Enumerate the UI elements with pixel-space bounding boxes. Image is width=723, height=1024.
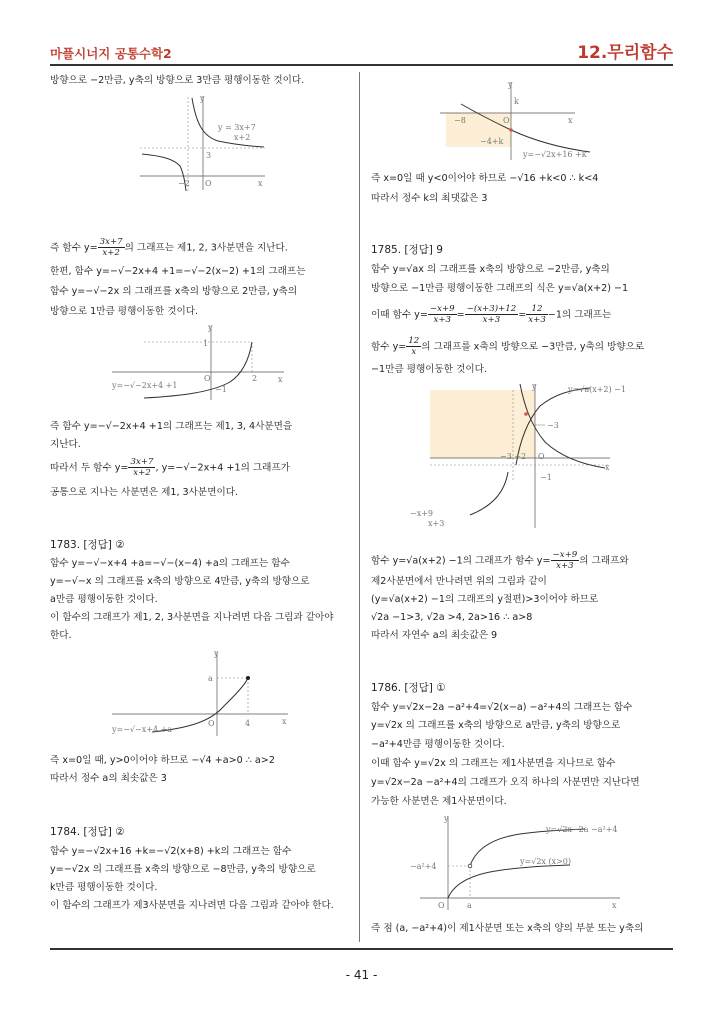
graph-3 (112, 648, 292, 738)
text-line: a만큼 평행이동한 것이다. (50, 594, 158, 605)
graph-2 (112, 322, 292, 402)
problem-heading: 1785. [정답] 9 (371, 244, 443, 256)
chapter-title: 12.무리함수 (577, 43, 673, 63)
text-line: 공통으로 지나는 사분면은 제1, 3사분면이다. (50, 487, 239, 498)
svg-text:2: 2 (252, 374, 258, 383)
svg-text:y: y (508, 80, 513, 89)
text-line: y=√2x 의 그래프를 x축의 방향으로 a만큼, y축의 방향으로 (371, 720, 621, 731)
svg-text:y=−√−2x+4 +1: y=−√−2x+4 +1 (112, 381, 178, 390)
svg-text:y: y (444, 814, 449, 823)
problem-heading: 1786. [정답] ① (371, 682, 446, 694)
svg-text:x: x (568, 116, 573, 125)
text-line: (y=√a(x+2) −1의 그래프의 y절편)>3이어야 하므로 (371, 594, 599, 605)
svg-text:O: O (208, 719, 215, 728)
tick-m2: −2 (178, 179, 190, 188)
svg-text:x: x (605, 463, 610, 472)
text-line: 지난다. (50, 439, 81, 450)
graph-5 (400, 380, 640, 530)
svg-text:y: y (208, 323, 213, 332)
svg-text:y=−√2x+16 +k: y=−√2x+16 +k (523, 150, 587, 159)
text-line: 함수 y=√2x−2a −a²+4=√2(x−a) −a²+4의 그래프는 함수 (371, 702, 633, 713)
svg-text:−x+9: −x+9 (410, 509, 434, 518)
text-line: y=√2x−2a −a²+4의 그래프가 오직 하나의 사분면만 지난다면 (371, 777, 640, 788)
svg-text:y=−√−x+4 +a: y=−√−x+4 +a (112, 725, 173, 734)
svg-text:x+3: x+3 (428, 519, 445, 528)
text-line: 따라서 자연수 a의 최솟값은 9 (371, 630, 498, 641)
svg-text:k: k (514, 97, 519, 106)
svg-text:O: O (204, 374, 211, 383)
header-rule (50, 64, 673, 66)
svg-text:y=√a(x+2) −1: y=√a(x+2) −1 (568, 385, 626, 394)
text-line: −1만큼 평행이동한 것이다. (371, 364, 487, 375)
tick-3: 3 (206, 151, 212, 160)
text-line: 즉 함수 y=−√−2x+4 +1의 그래프는 제1, 3, 4사분면을 (50, 421, 293, 432)
text-line: 가능한 사분면은 제1사분면이다. (371, 796, 507, 807)
problem-heading: 1784. [정답] ② (50, 826, 125, 838)
text-line: 따라서 정수 a의 최솟값은 3 (50, 773, 167, 784)
text-line: k만큼 평행이동한 것이다. (50, 882, 158, 893)
text-line: 방향으로 1만큼 평행이동한 것이다. (50, 306, 199, 317)
svg-text:−3: −3 (547, 421, 559, 430)
page-number: - 41 - (345, 968, 378, 982)
svg-text:−1: −1 (540, 473, 552, 482)
text-line: 즉 x=0일 때, y>0이어야 하므로 −√4 +a>0 ∴ a>2 (50, 755, 275, 766)
text-line: 즉 함수 y= $\frac{3x+7}{x+2}$ 의 그래프는 제1, 2, 3사분면을 지난다. (50, 237, 288, 258)
axis-x-label: x (258, 179, 263, 188)
svg-text:−8: −8 (454, 116, 466, 125)
text-line: 즉 x=0일 때 y<0이어야 하므로 −√16 +k<0 ∴ k<4 (371, 173, 599, 184)
text-line: 방향으로 −2만큼, y축의 방향으로 3만큼 평행이동한 것이다. (50, 75, 305, 86)
text-line: 한편, 함수 y=−√−2x+4 +1=−√−2(x−2) +1의 그래프는 (50, 266, 306, 277)
origin-label: O (205, 179, 212, 188)
text-line: 함수 y=−√2x+16 +k=−√2(x+8) +k의 그래프는 함수 (50, 846, 292, 857)
svg-text:−4+k: −4+k (480, 137, 504, 146)
text-line: 함수 y=√ax 의 그래프를 x축의 방향으로 −2만큼, y축의 (371, 264, 610, 275)
fraction: $\frac{3x+7}{x+2}$ (99, 237, 123, 258)
graph-4 (440, 78, 600, 163)
graph-1 (140, 92, 270, 192)
book-title: 마플시너지 공통수학2 (50, 46, 172, 61)
text-line: 이때 함수 y= $\frac{-x+9}{x+3}$ = $\frac{-(x+3)+12}{x+3}$ = $\frac{12}{x+3}$ −1의 그래프는 (371, 304, 612, 325)
svg-text:y: y (532, 382, 537, 391)
curve-eq-bot: x+2 (234, 133, 251, 142)
svg-text:x: x (612, 901, 617, 910)
curve-eq-top: y = 3x+7 (218, 123, 256, 132)
svg-text:−3 −2: −3 −2 (500, 452, 527, 461)
svg-text:O: O (503, 116, 510, 125)
text-line: 제2사분면에서 만나려면 위의 그림과 같이 (371, 576, 547, 587)
text-line: −a²+4만큼 평행이동한 것이다. (371, 739, 505, 750)
svg-text:O: O (438, 901, 445, 910)
svg-text:O: O (538, 452, 545, 461)
text-line: 이 함수의 그래프가 제1, 2, 3사분면을 지나려면 다음 그림과 같아야 (50, 612, 334, 623)
axis-y-label: y (200, 94, 205, 103)
text-line: 함수 y= $\frac{12}{x}$ 의 그래프를 x축의 방향으로 −3만큼, y축의 방향으로 (371, 336, 645, 357)
footer-rule (50, 948, 673, 950)
text-line: y=−√2x 의 그래프를 x축의 방향으로 −8만큼, y축의 방향으로 (50, 864, 316, 875)
problem-heading: 1783. [정답] ② (50, 539, 125, 551)
text-line: 함수 y=−√−x+4 +a=−√−(x−4) +a의 그래프는 함수 (50, 558, 290, 569)
text-line: 즉 점 (a, −a²+4)이 제1사분면 또는 x축의 양의 부분 또는 y축의 (371, 923, 644, 934)
svg-text:−a²+4: −a²+4 (410, 862, 437, 871)
svg-text:−1: −1 (215, 385, 227, 394)
svg-text:y=√2x (x>0): y=√2x (x>0) (520, 857, 572, 866)
svg-text:x: x (278, 375, 283, 384)
text-line: 이 함수의 그래프가 제3사분면을 지나려면 다음 그림과 같아야 한다. (50, 900, 334, 911)
svg-text:a: a (467, 901, 472, 910)
column-divider (359, 72, 360, 942)
text-line: 함수 y=√a(x+2) −1의 그래프가 함수 y= $\frac{-x+9}{x+3}$ 의 그래프와 (371, 550, 629, 571)
svg-text:a: a (208, 674, 213, 683)
svg-text:1: 1 (203, 339, 209, 348)
text-line: 따라서 두 함수 y= $\frac{3x+7}{x+2}$ , y=−√−2x+4 +1의 그래프가 (50, 457, 290, 478)
text-line: 한다. (50, 630, 72, 641)
text-line: 함수 y=−√−2x 의 그래프를 x축의 방향으로 2만큼, y축의 (50, 286, 298, 297)
text-line: 따라서 정수 k의 최댓값은 3 (371, 193, 488, 204)
text-line: √2a −1>3, √2a >4, 2a>16 ∴ a>8 (371, 612, 533, 623)
svg-text:y: y (214, 649, 219, 658)
svg-text:4: 4 (245, 719, 251, 728)
fraction: $\frac{3x+7}{x+2}$ (130, 457, 154, 478)
svg-text:y=√2x−2a −a²+4: y=√2x−2a −a²+4 (546, 825, 618, 834)
graph-6 (410, 812, 670, 912)
text-line: 이때 함수 y=√2x 의 그래프는 제1사분면을 지나므로 함수 (371, 758, 616, 769)
svg-text:x: x (282, 717, 287, 726)
text-line: y=−√−x 의 그래프를 x축의 방향으로 4만큼, y축의 방향으로 (50, 576, 310, 587)
text-line: 방향으로 −1만큼 평행이동한 그래프의 식은 y=√a(x+2) −1 (371, 283, 629, 294)
